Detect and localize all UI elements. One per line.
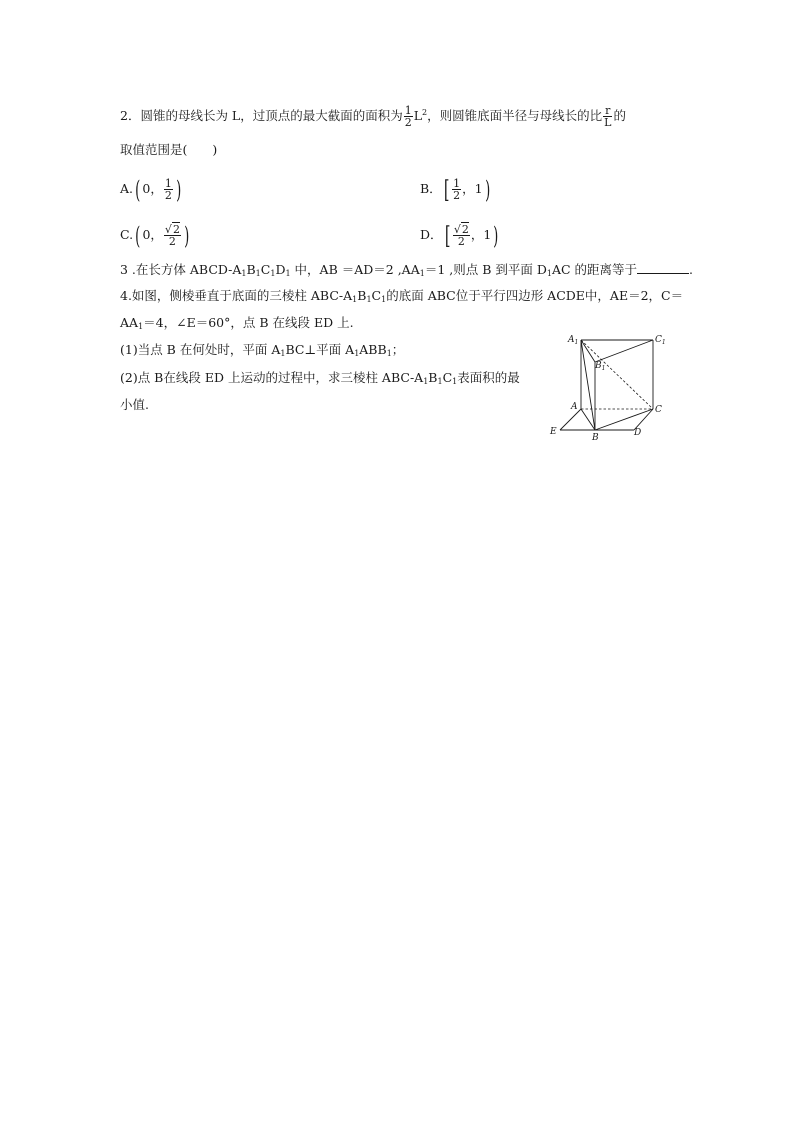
sub: 1 xyxy=(423,377,429,386)
option-a-zero: 0， xyxy=(142,181,163,196)
q2-option-a xyxy=(120,175,183,204)
close-paren: ) xyxy=(175,175,182,204)
q2-line1 xyxy=(120,105,626,128)
option-a-num: 1 xyxy=(164,177,172,190)
q3-text-d: AC 的距离等于 xyxy=(551,262,638,277)
q2-mid: ，则圆锥底面半径与母线长的比 xyxy=(427,108,603,123)
sub: 1 xyxy=(280,349,286,358)
sub: 1 xyxy=(437,377,443,386)
l-symbol: L xyxy=(413,108,423,123)
close-paren: ) xyxy=(184,221,190,250)
ratio-fraction xyxy=(603,105,612,128)
half-fraction xyxy=(404,105,413,128)
option-c-fraction xyxy=(164,224,181,247)
q4-l1c: C xyxy=(371,288,382,303)
segment-a1b xyxy=(581,340,595,430)
option-c-den: 2 xyxy=(168,235,176,248)
option-c-label: C. xyxy=(120,227,134,242)
label-c: C xyxy=(655,405,662,415)
option-c-zero: 0， xyxy=(142,227,163,242)
option-a-label: A. xyxy=(120,181,134,196)
label-e: E xyxy=(550,427,557,437)
edge-ab xyxy=(581,409,595,430)
sub: 1 xyxy=(241,269,247,278)
close-paren: ) xyxy=(484,175,490,204)
q3-b: B xyxy=(246,262,256,277)
q4-p1b: BC⊥平面 A xyxy=(285,342,355,357)
ratio-den: L xyxy=(604,116,612,129)
edge-b1c1 xyxy=(595,340,653,362)
q2-prefix: 2．圆锥的母线长为 L，过顶点的最大截面的面积为 xyxy=(120,108,403,123)
option-d-fraction xyxy=(453,224,470,247)
option-b-den: 2 xyxy=(453,189,461,202)
q4-p2b: B xyxy=(428,370,438,385)
q4-p1c: ABB xyxy=(359,342,387,357)
q2-suffix: 的 xyxy=(613,108,626,123)
option-d-den: 2 xyxy=(457,235,465,248)
ratio-num: r xyxy=(603,105,612,117)
q3-c: C xyxy=(260,262,271,277)
edge-ea xyxy=(560,409,581,430)
q4-line1 xyxy=(120,288,683,308)
label-d: D xyxy=(634,428,642,438)
open-paren: ( xyxy=(135,221,141,250)
edge-bc xyxy=(595,409,653,430)
q4-l2a: AA xyxy=(120,315,139,330)
half-den: 2 xyxy=(404,116,412,129)
q3-line xyxy=(120,262,693,282)
sub: 1 xyxy=(366,295,372,304)
q2-option-d xyxy=(420,221,501,250)
q2-option-c xyxy=(120,221,191,250)
sub: 1 xyxy=(419,269,425,278)
close-paren: ) xyxy=(493,221,499,250)
q3-d: D xyxy=(275,262,286,277)
q4-p2d: 表面积的最 xyxy=(457,370,520,385)
open-bracket: [ xyxy=(443,175,450,204)
label-a: A xyxy=(571,402,578,412)
q2-line2: 取值范围是( ) xyxy=(120,142,218,157)
answer-blank xyxy=(637,262,689,274)
prism-figure xyxy=(545,330,695,450)
option-a-fraction xyxy=(164,178,173,201)
option-c-num: √2 xyxy=(164,223,180,236)
q2-option-b xyxy=(420,175,492,204)
q4-part1 xyxy=(120,342,404,362)
sub: 1 xyxy=(138,322,144,331)
q4-p2a: (2)点 B在线段 ED 上运动的过程中，求三棱柱 ABC-A xyxy=(120,370,424,385)
square-sup: 2 xyxy=(422,108,428,117)
q4-part2-cont: 小值. xyxy=(120,397,149,412)
option-b-label: B． xyxy=(420,181,442,196)
hidden-segment-a1c xyxy=(581,340,653,409)
sub: 1 xyxy=(270,269,276,278)
option-a-den: 2 xyxy=(164,189,172,202)
label-b: B xyxy=(592,433,599,443)
q4-part2 xyxy=(120,370,520,390)
label-a1: $A_1$ xyxy=(568,335,579,346)
q4-l1a: 4.如图，侧棱垂直于底面的三棱柱 ABC-A xyxy=(120,288,353,303)
label-b1: $B_1$ xyxy=(595,361,606,372)
option-d-label: D． xyxy=(420,227,443,242)
sub: 1 xyxy=(386,349,392,358)
option-b-num: 1 xyxy=(453,177,461,190)
q3-end: . xyxy=(689,262,694,277)
q4-l1d: 的底面 ABC位于平行四边形 ACDE中，AE＝2 xyxy=(386,288,649,303)
q4-l1e: ，C＝ xyxy=(648,288,684,303)
option-d-one: ，1 xyxy=(470,227,492,242)
sub: 1 xyxy=(285,269,291,278)
q3-text-a: 3 .在长方体 ABCD-A xyxy=(120,262,242,277)
option-d-num: √2 xyxy=(453,223,469,236)
sub: 1 xyxy=(255,269,261,278)
label-c1: $C_1$ xyxy=(655,335,666,346)
q4-p1a: (1)当点 B 在何处时，平面 A xyxy=(120,342,281,357)
option-b-fraction xyxy=(452,178,461,201)
sub: 1 xyxy=(452,377,458,386)
q4-line2 xyxy=(120,315,354,335)
sub: 1 xyxy=(546,269,552,278)
sub: 1 xyxy=(352,295,358,304)
option-c-radicand: 2 xyxy=(172,223,180,236)
open-paren: ( xyxy=(135,175,141,204)
q4-l2b: ＝4，∠E＝60°，点 B 在线段 ED 上. xyxy=(143,315,354,330)
option-d-radicand: 2 xyxy=(461,223,469,236)
open-bracket: [ xyxy=(444,221,451,250)
q3-text-b: 中，AB ＝AD＝2 ,AA xyxy=(290,262,420,277)
option-b-one: ，1 xyxy=(462,181,483,196)
q4-p1d: ； xyxy=(391,342,405,357)
sub: 1 xyxy=(354,349,360,358)
q3-text-c: ＝1 ,则点 B 到平面 D xyxy=(424,262,547,277)
q4-p2c: C xyxy=(442,370,453,385)
q4-l1b: B xyxy=(357,288,367,303)
sub: 1 xyxy=(381,295,387,304)
half-num: 1 xyxy=(404,104,412,117)
